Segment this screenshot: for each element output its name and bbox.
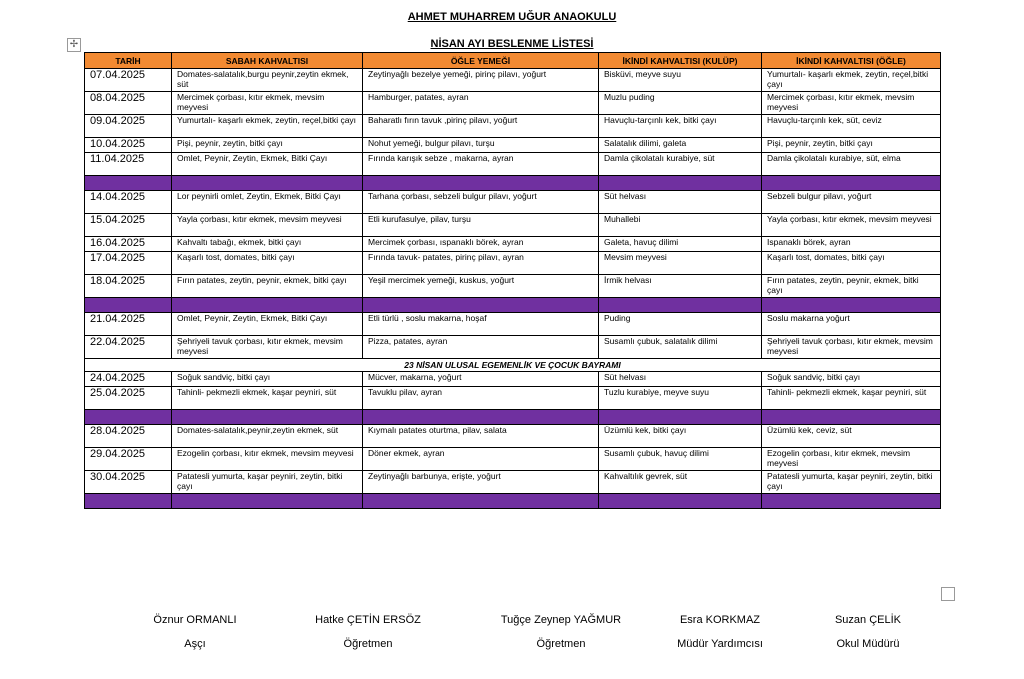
breakfast-cell: Fırın patates, zeytin, peynir, ekmek, bitki çayı [172, 275, 363, 298]
signature-role: Aşçı [184, 638, 206, 650]
breakfast-cell: Tahinli- pekmezli ekmek, kaşar peyniri, süt [172, 387, 363, 410]
table-row [85, 237, 941, 252]
breakfast-cell: Yayla çorbası, kıtır ekmek, mevsim meyvesi [172, 214, 363, 237]
snack-noon-cell: Pişi, peynir, zeytin, bitki çayı [762, 138, 941, 153]
lunch-cell: Döner ekmek, ayran [363, 448, 599, 471]
breakfast-cell: Omlet, Peynir, Zeytin, Ekmek, Bitki Çayı [172, 153, 363, 176]
date-cell: 18.04.2025 [85, 275, 172, 298]
table-row [85, 214, 941, 237]
snack-noon-cell: Fırın patates, zeytin, peynir, ekmek, bitki çayı [762, 275, 941, 298]
table-row [85, 387, 941, 410]
breakfast-cell: Lor peynirli omlet, Zeytin, Ekmek, Bitki Çayı [172, 191, 363, 214]
lunch-cell: Hamburger, patates, ayran [363, 92, 599, 115]
lunch-cell: Pizza, patates, ayran [363, 336, 599, 359]
snack-noon-cell: Yumurtalı- kaşarlı ekmek, zeytin, reçel,bitki çayı [762, 69, 941, 92]
snack-noon-cell: Ezogelin çorbası, kıtır ekmek, mevsim meyvesi [762, 448, 941, 471]
snack-club-cell: Susamlı çubuk, havuç dilimi [599, 448, 762, 471]
table-row [85, 191, 941, 214]
snack-club-cell: Tuzlu kurabiye, meyve suyu [599, 387, 762, 410]
snack-club-cell: Muzlu puding [599, 92, 762, 115]
lunch-cell: Fırında karışık sebze , makarna, ayran [363, 153, 599, 176]
table-move-handle-icon[interactable]: ✢ [67, 38, 81, 52]
table-body [85, 69, 941, 509]
separator-cell [85, 410, 172, 425]
nutrition-table [84, 52, 941, 509]
snack-noon-cell: Yayla çorbası, kıtır ekmek, mevsim meyvesi [762, 214, 941, 237]
snack-noon-cell: Sebzeli bulgur pilavı, yoğurt [762, 191, 941, 214]
week-separator-row [85, 176, 941, 191]
lunch-cell: Etli türlü , soslu makarna, hoşaf [363, 313, 599, 336]
breakfast-cell: Kahvaltı tabağı, ekmek, bitki çayı [172, 237, 363, 252]
separator-cell [762, 176, 941, 191]
date-cell: 10.04.2025 [85, 138, 172, 153]
snack-club-cell: Süt helvası [599, 372, 762, 387]
separator-cell [172, 298, 363, 313]
breakfast-cell: Şehriyeli tavuk çorbası, kıtır ekmek, mevsim meyvesi [172, 336, 363, 359]
signature-teacher-1 [268, 614, 468, 650]
separator-cell [599, 494, 762, 509]
snack-noon-cell: Üzümlü kek, ceviz, süt [762, 425, 941, 448]
snack-noon-cell: Soğuk sandviç, bitki çayı [762, 372, 941, 387]
separator-cell [599, 298, 762, 313]
breakfast-cell: Mercimek çorbası, kıtır ekmek, mevsim meyvesi [172, 92, 363, 115]
snack-noon-cell: Damla çikolatalı kurabiye, süt, elma [762, 153, 941, 176]
date-cell: 22.04.2025 [85, 336, 172, 359]
date-cell: 30.04.2025 [85, 471, 172, 494]
signature-cook [95, 614, 295, 650]
lunch-cell: Baharatlı fırın tavuk ,pirinç pilavı, yoğurt [363, 115, 599, 138]
lunch-cell: Tarhana çorbası, sebzeli bulgur pilavı, yoğurt [363, 191, 599, 214]
snack-club-cell: Mevsim meyvesi [599, 252, 762, 275]
separator-cell [599, 410, 762, 425]
snack-club-cell: Damla çikolatalı kurabiye, süt [599, 153, 762, 176]
date-cell: 08.04.2025 [85, 92, 172, 115]
separator-cell [172, 494, 363, 509]
lunch-cell: Nohut yemeği, bulgur pilavı, turşu [363, 138, 599, 153]
lunch-cell: Etli kurufasulye, pilav, turşu [363, 214, 599, 237]
lunch-cell: Zeytinyağlı barbunya, erişte, yoğurt [363, 471, 599, 494]
separator-cell [762, 494, 941, 509]
snack-noon-cell: Patatesli yumurta, kaşar peyniri, zeytin, bitki çayı [762, 471, 941, 494]
separator-cell [599, 176, 762, 191]
week-separator-row [85, 410, 941, 425]
snack-noon-cell: Soslu makarna yoğurt [762, 313, 941, 336]
date-cell: 28.04.2025 [85, 425, 172, 448]
breakfast-cell: Domates-salatalık,peynir,zeytin ekmek, süt [172, 425, 363, 448]
signature-name: Tuğçe Zeynep YAĞMUR [500, 614, 622, 626]
separator-cell [762, 298, 941, 313]
table-row [85, 252, 941, 275]
table-row [85, 471, 941, 494]
snack-noon-cell: Ispanaklı börek, ayran [762, 237, 941, 252]
table-row [85, 275, 941, 298]
breakfast-cell: Ezogelin çorbası, kıtır ekmek, mevsim meyvesi [172, 448, 363, 471]
snack-noon-cell: Havuçlu-tarçınlı kek, süt, ceviz [762, 115, 941, 138]
table-row [85, 448, 941, 471]
breakfast-cell: Yumurtalı- kaşarlı ekmek, zeytin, reçel,bitki çayı [172, 115, 363, 138]
snack-noon-cell: Tahinli- pekmezli ekmek, kaşar peyniri, süt [762, 387, 941, 410]
snack-club-cell: İrmik helvası [599, 275, 762, 298]
snack-club-cell: Havuçlu-tarçınlı kek, bitki çayı [599, 115, 762, 138]
date-cell: 09.04.2025 [85, 115, 172, 138]
lunch-cell: Mücver, makarna, yoğurt [363, 372, 599, 387]
separator-cell [363, 494, 599, 509]
signature-name: Hatke ÇETİN ERSÖZ [315, 614, 421, 626]
breakfast-cell: Soğuk sandviç, bitki çayı [172, 372, 363, 387]
signature-name: Esra KORKMAZ [679, 614, 761, 626]
signature-role: Öğretmen [536, 638, 586, 650]
table-row [85, 313, 941, 336]
lunch-cell: Yeşil mercimek yemeği, kuskus, yoğurt [363, 275, 599, 298]
snack-club-cell: Salatalık dilimi, galeta [599, 138, 762, 153]
lunch-cell: Tavuklu pilav, ayran [363, 387, 599, 410]
breakfast-cell: Omlet, Peynir, Zeytin, Ekmek, Bitki Çayı [172, 313, 363, 336]
signature-name: Suzan ÇELİK [834, 614, 902, 626]
holiday-row [85, 359, 941, 372]
breakfast-cell: Patatesli yumurta, kaşar peyniri, zeytin, bitki çayı [172, 471, 363, 494]
breakfast-cell: Pişi, peynir, zeytin, bitki çayı [172, 138, 363, 153]
date-cell: 21.04.2025 [85, 313, 172, 336]
table-row [85, 138, 941, 153]
separator-cell [363, 176, 599, 191]
snack-club-cell: Galeta, havuç dilimi [599, 237, 762, 252]
signature-name: Öznur ORMANLI [153, 614, 237, 626]
list-title: NİSAN AYI BESLENME LİSTESİ [430, 38, 594, 50]
snack-club-cell: Muhallebi [599, 214, 762, 237]
separator-cell [363, 410, 599, 425]
signature-role: Müdür Yardımcısı [677, 638, 763, 650]
table-row [85, 92, 941, 115]
snack-club-cell: Süt helvası [599, 191, 762, 214]
table-row [85, 69, 941, 92]
holiday-label: 23 NİSAN ULUSAL EGEMENLİK VE ÇOCUK BAYRAMI [85, 359, 941, 372]
snack-noon-cell: Şehriyeli tavuk çorbası, kıtır ekmek, mevsim meyvesi [762, 336, 941, 359]
separator-cell [172, 176, 363, 191]
table-row [85, 425, 941, 448]
snack-club-cell: Üzümlü kek, bitki çayı [599, 425, 762, 448]
lunch-cell: Mercimek çorbası, ıspanaklı börek, ayran [363, 237, 599, 252]
separator-cell [85, 494, 172, 509]
snack-club-cell: Kahvaltılık gevrek, süt [599, 471, 762, 494]
signature-role: Okul Müdürü [836, 638, 900, 650]
lunch-cell: Kıymalı patates oturtma, pilav, salata [363, 425, 599, 448]
date-cell: 11.04.2025 [85, 153, 172, 176]
breakfast-cell: Kaşarlı tost, domates, bitki çayı [172, 252, 363, 275]
date-cell: 29.04.2025 [85, 448, 172, 471]
separator-cell [172, 410, 363, 425]
table-row [85, 153, 941, 176]
table-resize-handle[interactable] [941, 587, 955, 601]
separator-cell [363, 298, 599, 313]
week-separator-row [85, 298, 941, 313]
signature-principal [768, 614, 968, 650]
snack-club-cell: Puding [599, 313, 762, 336]
date-cell: 16.04.2025 [85, 237, 172, 252]
table-row [85, 372, 941, 387]
header-date: TARİH [85, 53, 172, 69]
breakfast-cell: Domates-salatalık,burgu peynir,zeytin ekmek, süt [172, 69, 363, 92]
snack-noon-cell: Mercimek çorbası, kıtır ekmek, mevsim meyvesi [762, 92, 941, 115]
separator-cell [762, 410, 941, 425]
date-cell: 24.04.2025 [85, 372, 172, 387]
separator-cell [85, 176, 172, 191]
signature-role: Öğretmen [343, 638, 393, 650]
header-snack-club: İKİNDİ KAHVALTISI (KULÜP) [599, 53, 762, 69]
lunch-cell: Fırında tavuk- patates, pirinç pilavı, ayran [363, 252, 599, 275]
school-name: AHMET MUHARREM UĞUR ANAOKULU [407, 11, 617, 23]
table-row [85, 336, 941, 359]
snack-club-cell: Susamlı çubuk, salatalık dilimi [599, 336, 762, 359]
separator-cell [85, 298, 172, 313]
header-snack-noon: İKİNDİ KAHVALTISI (ÖĞLE) [762, 53, 941, 69]
week-separator-row [85, 494, 941, 509]
date-cell: 17.04.2025 [85, 252, 172, 275]
date-cell: 07.04.2025 [85, 69, 172, 92]
snack-noon-cell: Kaşarlı tost, domates, bitki çayı [762, 252, 941, 275]
header-lunch: ÖĞLE YEMEĞİ [363, 53, 599, 69]
lunch-cell: Zeytinyağlı bezelye yemeği, pirinç pilavı, yoğurt [363, 69, 599, 92]
header-breakfast: SABAH KAHVALTISI [172, 53, 363, 69]
table-row [85, 115, 941, 138]
snack-club-cell: Bisküvi, meyve suyu [599, 69, 762, 92]
date-cell: 25.04.2025 [85, 387, 172, 410]
table-header-row [85, 53, 941, 69]
date-cell: 15.04.2025 [85, 214, 172, 237]
date-cell: 14.04.2025 [85, 191, 172, 214]
